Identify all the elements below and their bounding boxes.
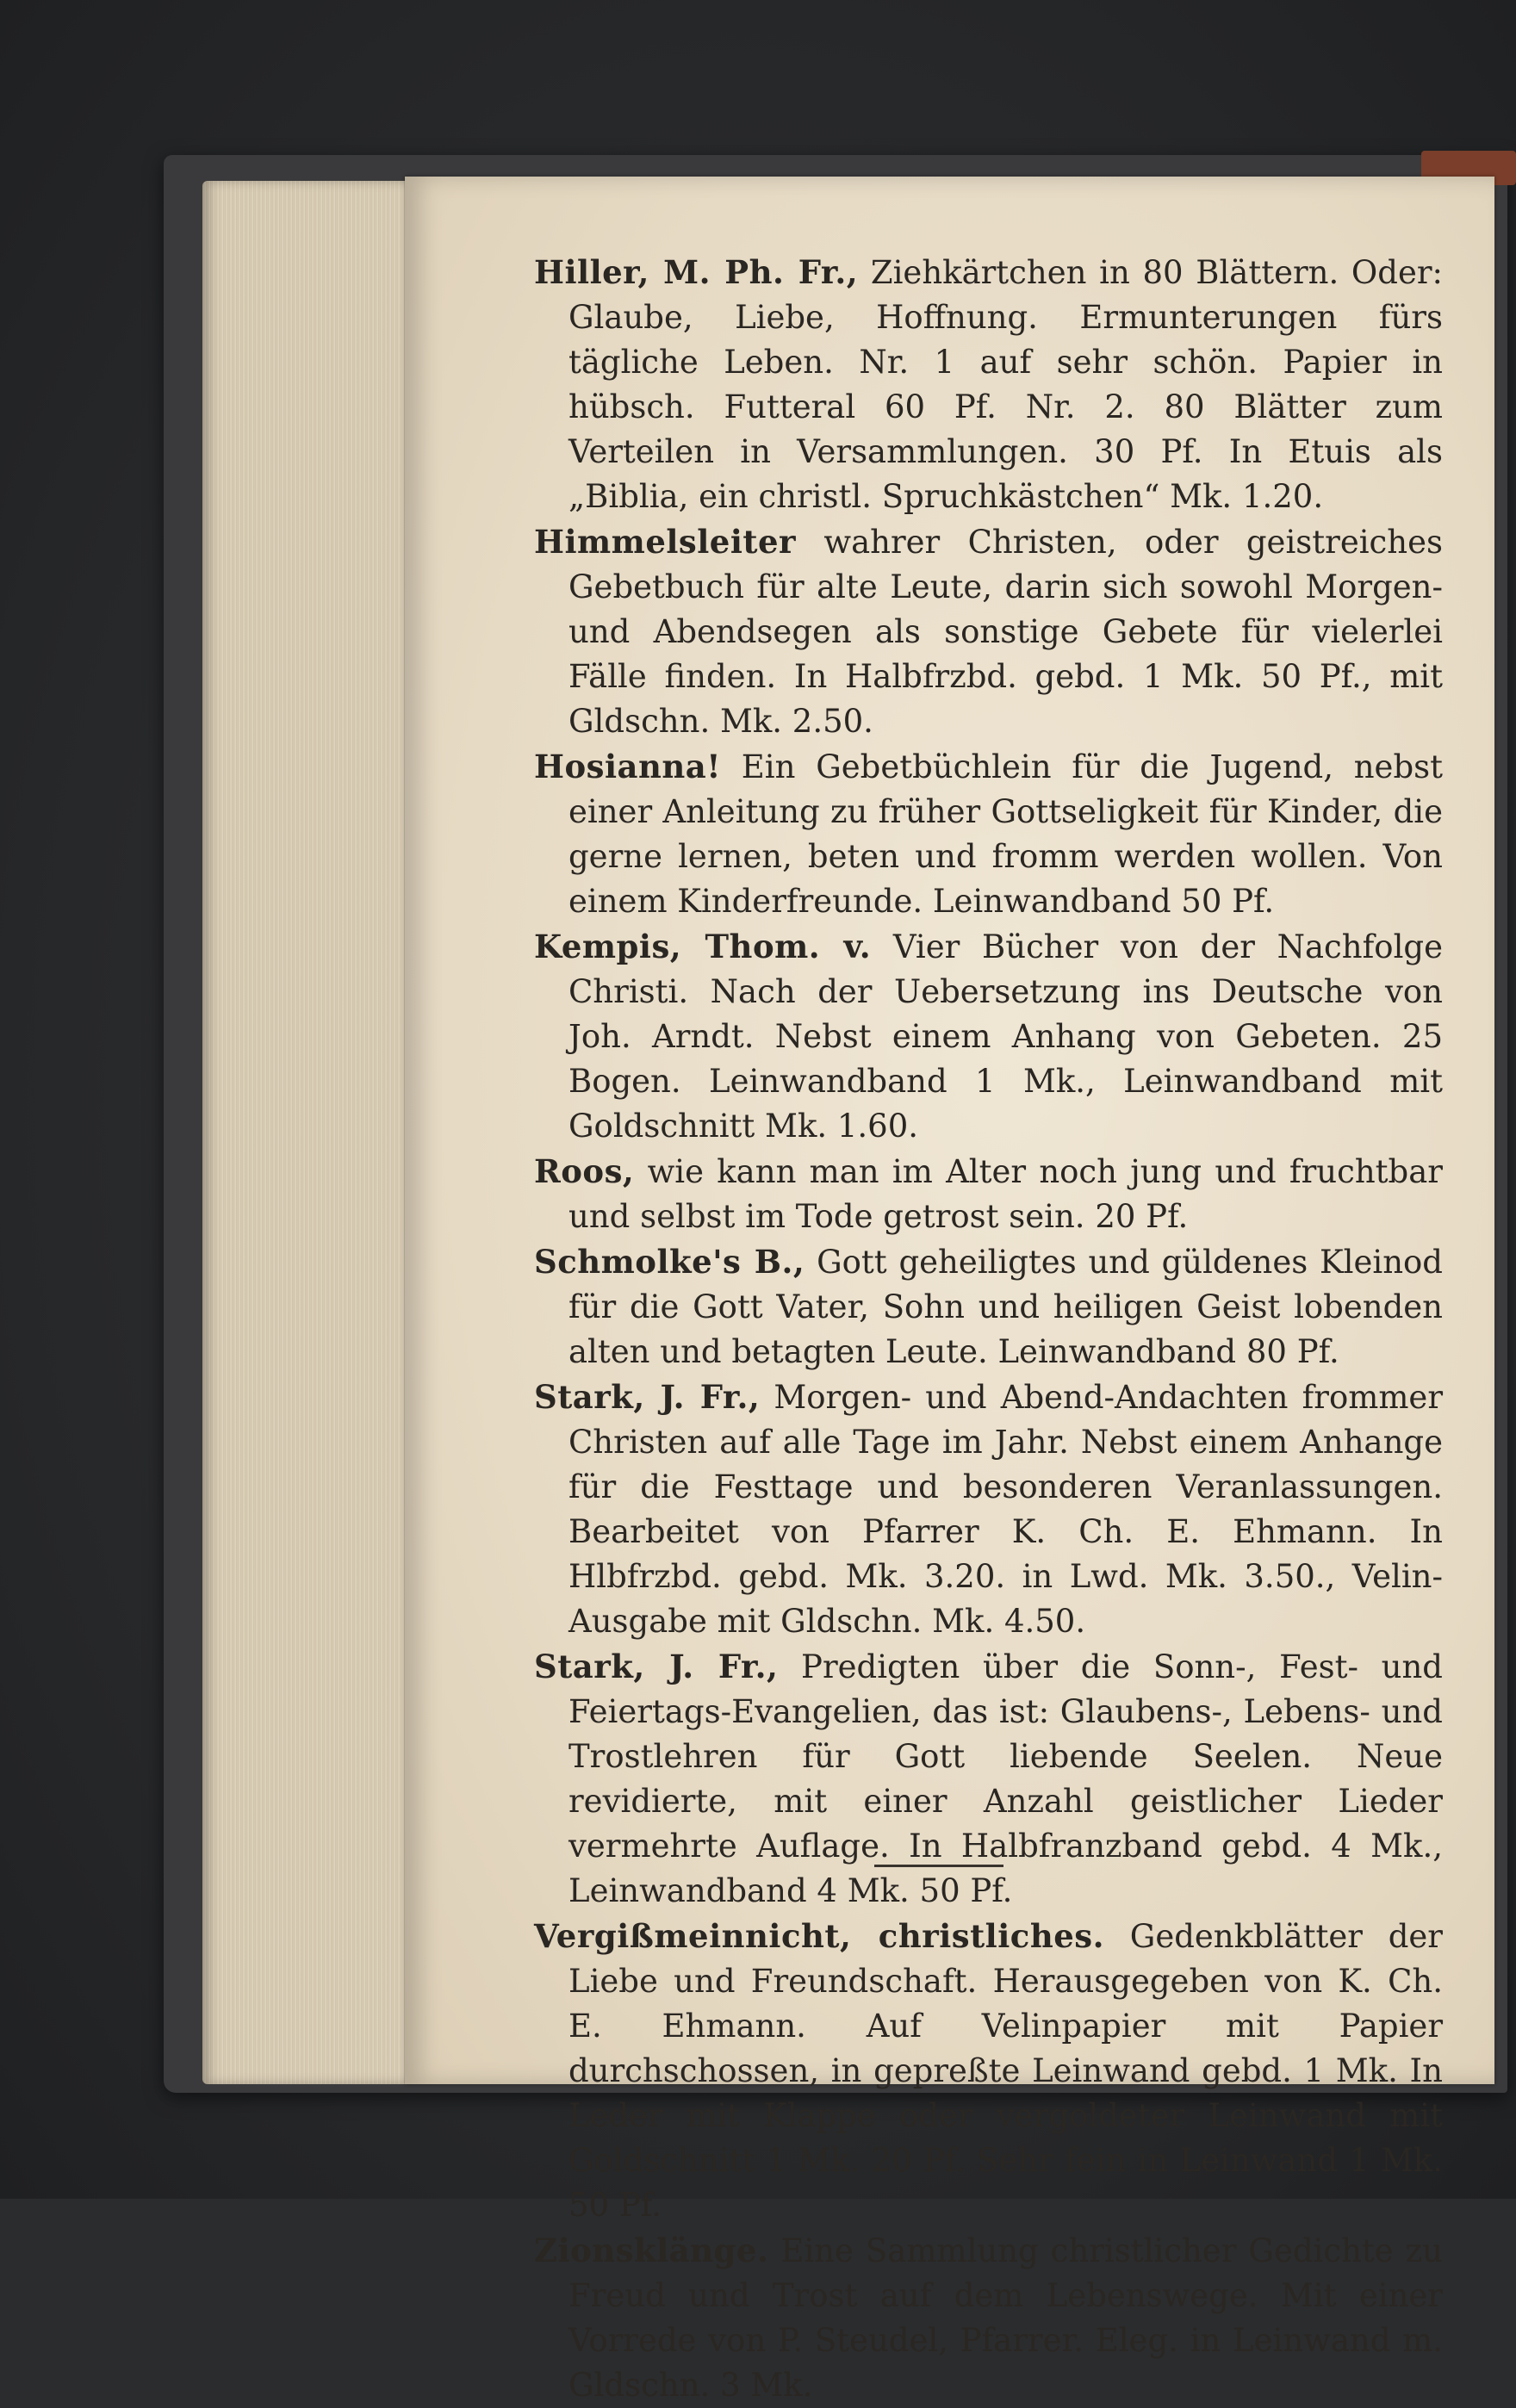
catalog-entry <box>534 1239 1443 1375</box>
entry-body: Gott geheiligtes und güldenes Kleinod für die Gott Vater, Sohn und heiligen Geist lobenden alten und betagten Leute. Leinwandband 80 Pf. <box>568 1244 1443 1370</box>
entry-body: Gedenkblätter der Liebe und Freundschaft. Herausgegeben von K. Ch. E. Ehmann. Auf Velinpapier mit Papier durchschossen, in gepreßte Leinwand gebd. 1 Mk. In Leder mit Klappe oder vergoldeter Leinwand mit Goldschnitt 1 Mk. 20 Pf. Sehr fein in Leinwand 1 Mk. 50 Pf. <box>568 1918 1443 2224</box>
entry-body: Vier Bücher von der Nachfolge Christi. Nach der Uebersetzung ins Deutsche von Joh. Arndt. Nebst einem Anhang von Gebeten. 25 Bogen. Leinwandband 1 Mk., Leinwandband mit Goldschnitt Mk. 1.60. <box>568 928 1443 1145</box>
entry-head: Stark, J. Fr., <box>534 1378 761 1416</box>
entry-head: Himmelsleiter <box>534 523 797 561</box>
entry-head: Hosianna! <box>534 748 722 785</box>
entry-head: Schmolke's B., <box>534 1243 805 1281</box>
entry-body: Ein Gebetbüchlein für die Jugend, nebst einer Anleitung zu früher Gottseligkeit für Kinder, die gerne lernen, beten und fromm werden wollen. Von einem Kinderfreunde. Leinwandband 50 Pf. <box>568 748 1443 920</box>
catalog-entry <box>534 519 1443 744</box>
entry-head: Zionsklänge. <box>534 2231 769 2269</box>
catalog-entry <box>534 1644 1443 1914</box>
catalog-entry <box>534 2228 1443 2408</box>
catalog-entry <box>534 1149 1443 1239</box>
book-page <box>405 177 1494 2404</box>
entry-head: Roos, <box>534 1152 635 1190</box>
catalog-entry <box>534 744 1443 924</box>
entry-head: Stark, J. Fr., <box>534 1648 779 1685</box>
end-rule <box>874 1865 1003 1867</box>
entry-body: wahrer Christen, oder geistreiches Gebetbuch für alte Leute, darin sich sowohl Morgen- und Abendsegen als sonstige Gebete für vielerlei Fälle finden. In Halbfrzbd. gebd. 1 Mk. 50 Pf., mit Gldschn. Mk. 2.50. <box>568 524 1443 740</box>
entry-head: Kempis, Thom. v. <box>534 928 872 965</box>
page-block-edges <box>202 181 426 2084</box>
entry-body: Eine Sammlung christlicher Gedichte zu Freud und Trost auf dem Lebenswege. Mit einer Vorrede von P. Steudel, Pfarrer. Eleg. in Leinwand m. Gldschn. 3 Mk. <box>568 2232 1443 2404</box>
catalog-entry <box>534 1914 1443 2228</box>
catalog-entry <box>534 250 1443 519</box>
entry-body: Morgen- und Abend-Andachten frommer Christen auf alle Tage im Jahr. Nebst einem Anhange für die Festtage und besonderen Veranlassungen. Bearbeitet von Pfarrer K. Ch. E. Ehmann. In Hlbfrzbd. gebd. Mk. 3.20. in Lwd. Mk. 3.50., Velin-Ausgabe mit Gldschn. Mk. 4.50. <box>568 1379 1444 1640</box>
entry-body: wie kann man im Alter noch jung und fruchtbar und selbst im Tode getrost sein. 20 Pf. <box>568 1153 1443 1235</box>
entry-body: Ziehkärtchen in 80 Blättern. Oder: Glaube, Liebe, Hoffnung. Ermunterungen fürs tägliche Leben. Nr. 1 auf sehr schön. Papier in hübsch. Futteral 60 Pf. Nr. 2. 80 Blätter zum Verteilen in Versammlungen. 30 Pf. In Etuis als „Biblia, ein christl. Spruchkästchen“ Mk. 1.20. <box>568 254 1443 515</box>
entry-head: Vergißmeinnicht, christliches. <box>534 1917 1104 1955</box>
catalog-entry <box>534 1375 1443 1644</box>
entry-head: Hiller, M. Ph. Fr., <box>534 253 859 291</box>
entry-body: Predigten über die Sonn-, Fest- und Feiertags-Evangelien, das ist: Glaubens-, Lebens- und Trostlehren für Gott liebende Seelen. Neue revidierte, mit einer Anzahl geistlicher Lieder vermehrte Auflage. In Halbfranzband gebd. 4 Mk., Leinwandband 4 Mk. 50 Pf. <box>568 1648 1443 1909</box>
catalog-entry <box>534 924 1443 1149</box>
catalog-text <box>534 250 1443 2408</box>
